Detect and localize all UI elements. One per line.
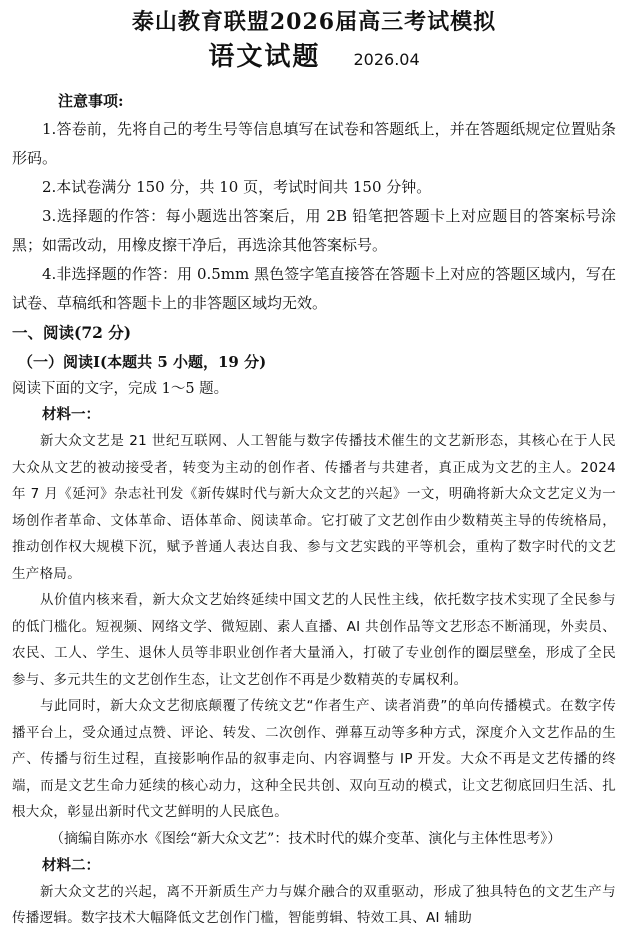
material-one-paragraph: 与此同时，新大众文艺彻底颠覆了传统文艺“作者生产、读者消费”的单向传播模式。在数字传播平台上，受众通过点赞、评论、转发、二次创作、弹幕互动等多种方式，深度介入文艺作品的生产、传播与衍生过程，直接影响作品的叙事走向、内容调整与 IP 开发。大众不再是文艺传播的终端，而是文艺生命力延续的核心动力，这种全民共创、双向互动的模式，让文艺彻底回归生活、扎根大众，彰显出新时代文艺鲜明的人民底色。	[12, 698, 616, 820]
section-title: 一、阅读(72 分)	[12, 323, 132, 342]
exam-subject: 语文试题	[208, 42, 321, 72]
material-two-paragraph: 新大众文艺的兴起，离不开新质生产力与媒介融合的双重驱动，形成了独具特色的文艺生产与传播逻辑。数字技术大幅降低文艺创作门槛，智能剪辑、特效工具、AI 辅助	[12, 883, 616, 926]
material-one-paragraph: 新大众文艺是 21 世纪互联网、人工智能与数字传播技术催生的文艺新形态，其核心在于人民大众从文艺的被动接受者，转变为主动的创作者、传播者与共建者，真正成为文艺的主人。2024 年 7 月《延河》杂志社刊发《新传媒时代与新大众文艺的兴起》一文，明确将新大众文艺定义为一场创作者革命、文体革命、语体革命、阅读革命。它打破了文艺创作由少数精英主导的传统格局，推动创作权大规模下沉，赋予普通人表达自我、参与文艺实践的平等机会，重构了数字时代的文艺生产格局。	[12, 433, 616, 582]
exam-title: 泰山教育联盟2026届高三考试模拟	[131, 9, 497, 35]
notice-item: 1.答卷前，先将自己的考生号等信息填写在试卷和答题纸上，并在答题纸规定位置贴条形码。	[12, 120, 616, 167]
exam-date: 2026.04	[353, 50, 420, 69]
notice-heading: 注意事项:	[58, 92, 124, 110]
material-two-heading: 材料二：	[42, 856, 100, 874]
notice-item: 2.本试卷满分 150 分，共 10 页，考试时间共 150 分钟。	[42, 178, 432, 196]
material-one-paragraph: 从价值内核来看，新大众文艺始终延续中国文艺的人民性主线，依托数字技术实现了全民参与的低门槛化。短视频、网络文学、微短剧、素人直播、AI 共创作品等文艺形态不断涌现，外卖员、农民、工人、学生、退休人员等非职业创作者大量涌入，打破了专业创作的圈层壁垒，形成了全民参与、多元共生的文艺创作生态，让文艺创作不再是少数精英的专属权利。	[12, 592, 616, 688]
notice-item: 3.选择题的作答：每小题选出答案后，用 2B 铅笔把答题卡上对应题目的答案标号涂黑；如需改动，用橡皮擦干净后，再选涂其他答案标号。	[12, 207, 616, 254]
section-instruction: 阅读下面的文字，完成 1～5 题。	[12, 381, 229, 397]
material-one-heading: 材料一：	[42, 406, 100, 423]
notice-item: 4.非选择题的作答：用 0.5mm 黑色签字笔直接答在答题卡上对应的答题区域内，写在试卷、草稿纸和答题卡上的非答题区域均无效。	[12, 265, 616, 312]
section-subtitle: （一）阅读Ⅰ(本题共 5 小题，19 分)	[18, 353, 267, 371]
material-one-source: （摘编自陈亦水《图绘“新大众文艺”：技术时代的媒介变革、演化与主体性思考》）	[50, 830, 562, 847]
exam-subtitle-line	[12, 38, 616, 79]
